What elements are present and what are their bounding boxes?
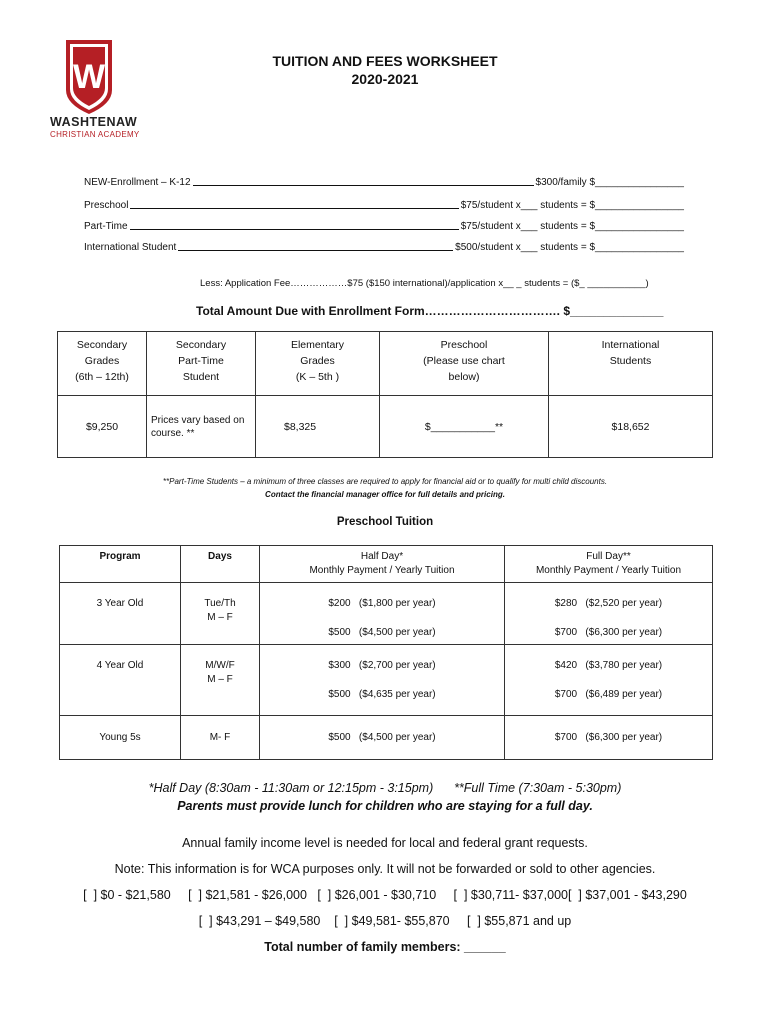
full-day-cell — [505, 645, 713, 716]
price-line: $700 ($6,300 per year) — [554, 627, 663, 638]
header-days: Days — [181, 546, 260, 583]
header-line: Students — [609, 355, 652, 367]
header-line: (6th – 12th) — [75, 371, 129, 383]
program-cell: 3 Year Old — [60, 583, 181, 645]
table-row — [60, 716, 713, 760]
header-line: International — [601, 339, 660, 351]
header-line: Grades — [300, 355, 335, 367]
fee-leader-line — [193, 185, 534, 186]
privacy-note: Note: This information is for WCA purposes only. It will not be forwarded or sold to other agencies. — [114, 862, 656, 876]
header-line: Preschool — [440, 339, 488, 351]
fee-row-enrollment — [84, 177, 684, 188]
price-cell: Prices vary based on course. ** — [147, 396, 256, 458]
fee-label: NEW-Enrollment – K-12 — [84, 177, 191, 188]
price-line: $500 ($4,635 per year) — [328, 689, 436, 700]
part-time-note — [60, 475, 710, 501]
fee-leader-line — [130, 208, 458, 209]
preschool-price-field[interactable]: $___________** — [380, 396, 549, 458]
header-line: Monthly Payment / Yearly Tuition — [309, 565, 455, 576]
header-line: (K – 5th ) — [295, 371, 340, 383]
table-row — [60, 645, 713, 716]
price-line: $200 ($1,800 per year) — [328, 598, 436, 609]
program-cell: Young 5s — [60, 716, 181, 760]
svg-text:W: W — [72, 58, 106, 96]
header-line: Part-Time — [178, 355, 224, 367]
header-line: below) — [448, 371, 480, 383]
header-line: Secondary — [76, 339, 128, 351]
price-line: $280 ($2,520 per year) — [554, 598, 663, 609]
price-cell: $9,250 — [58, 396, 147, 458]
preschool-title: Preschool Tuition — [336, 516, 434, 528]
header-line: Monthly Payment / Yearly Tuition — [535, 565, 682, 576]
income-section — [60, 830, 710, 960]
title-line-1: TUITION AND FEES WORKSHEET — [272, 53, 498, 69]
header-line: Half Day* — [360, 551, 404, 562]
half-day-cell — [260, 645, 505, 716]
hours-line: *Half Day (8:30am - 11:30am or 12:15pm - 3:15pm) **Full Time (7:30am - 5:30pm) — [148, 781, 622, 795]
full-day-cell: $700 ($6,300 per year) — [505, 716, 713, 760]
header-line: Full Day** — [586, 551, 631, 562]
header-program: Program — [60, 546, 181, 583]
header-line: Grades — [84, 355, 120, 367]
logo-name: WASHTENAW — [50, 115, 138, 129]
logo-subtitle: CHRISTIAN ACADEMY — [50, 130, 140, 139]
header-cell — [256, 332, 380, 396]
total-due-line[interactable]: Total Amount Due with Enrollment Form……………………………. $______________ — [196, 304, 664, 318]
price-line: $420 ($3,780 per year) — [554, 660, 663, 671]
days-cell — [181, 645, 260, 716]
lunch-line: Parents must provide lunch for children who are staying for a full day. — [177, 799, 593, 813]
note-line: Contact the financial manager office for full details and pricing. — [265, 490, 505, 499]
days-line: M – F — [207, 674, 233, 685]
fee-leader-line — [178, 250, 453, 251]
schedule-note — [100, 779, 670, 815]
fee-row-preschool — [84, 200, 684, 211]
days-cell: M- F — [181, 716, 260, 760]
note-line: **Part-Time Students – a minimum of three classes are required to apply for financial aid or to qualify for multi child discounts. — [162, 477, 608, 486]
header-half-day — [260, 546, 505, 583]
school-logo — [44, 38, 140, 143]
header-line: Student — [182, 371, 220, 383]
price-line: $700 ($6,489 per year) — [554, 689, 663, 700]
half-day-cell — [260, 583, 505, 645]
header-line: Secondary — [175, 339, 227, 351]
price-line: $500 ($4,500 per year) — [328, 627, 436, 638]
price-cell: $8,325 — [256, 396, 380, 458]
header-full-day — [505, 546, 713, 583]
income-ranges-row-1[interactable]: [ ] $0 - $21,580 [ ] $21,581 - $26,000 [ ] $26,001 - $30,710 [ ] $30,711- $37,000[ ] $37,001 - $43,290 — [83, 888, 687, 902]
income-line: Annual family income level is needed for local and federal grant requests. — [182, 836, 588, 850]
days-line: Tue/Th — [204, 598, 236, 609]
fee-amount-field[interactable]: $500/student x___ students = $________________ — [455, 242, 684, 253]
title-line-2: 2020-2021 — [351, 71, 419, 87]
header-cell — [549, 332, 713, 396]
fee-amount-field[interactable]: $300/family $________________ — [535, 177, 684, 188]
price-cell: $18,652 — [549, 396, 713, 458]
price-line: $300 ($2,700 per year) — [328, 660, 436, 671]
fee-label: International Student — [84, 242, 177, 253]
fee-label: Part-Time — [84, 221, 128, 232]
table-row — [58, 396, 713, 458]
full-day-cell — [505, 583, 713, 645]
fee-leader-line — [130, 229, 459, 230]
income-ranges-row-2[interactable]: [ ] $43,291 – $49,580 [ ] $49,581- $55,870 [ ] $55,871 and up — [198, 914, 572, 928]
days-line: M/W/F — [205, 660, 235, 671]
header-line: Elementary — [290, 339, 345, 351]
header-cell — [58, 332, 147, 396]
table-header-row — [60, 546, 713, 583]
table-header-row — [58, 332, 713, 396]
fee-row-international — [84, 242, 684, 253]
grade-tuition-table — [57, 331, 713, 458]
table-row — [60, 583, 713, 645]
header-line: (Please use chart — [423, 355, 505, 367]
header-cell — [380, 332, 549, 396]
application-fee-line[interactable]: Less: Application Fee………………$75 ($150 international)/application x__ _ students = ($_ ___________) — [200, 278, 649, 289]
fee-label: Preschool — [84, 200, 129, 211]
days-line: M – F — [207, 612, 233, 623]
family-members-field[interactable]: Total number of family members: ______ — [264, 940, 506, 954]
days-cell — [181, 583, 260, 645]
preschool-tuition-table — [59, 545, 713, 760]
header-cell — [147, 332, 256, 396]
program-cell: 4 Year Old — [60, 645, 181, 716]
fee-row-part-time — [84, 221, 684, 232]
fee-amount-field[interactable]: $75/student x___ students = $________________ — [460, 221, 684, 232]
page-title — [200, 52, 570, 88]
fee-amount-field[interactable]: $75/student x___ students = $________________ — [460, 200, 684, 211]
half-day-cell: $500 ($4,500 per year) — [260, 716, 505, 760]
